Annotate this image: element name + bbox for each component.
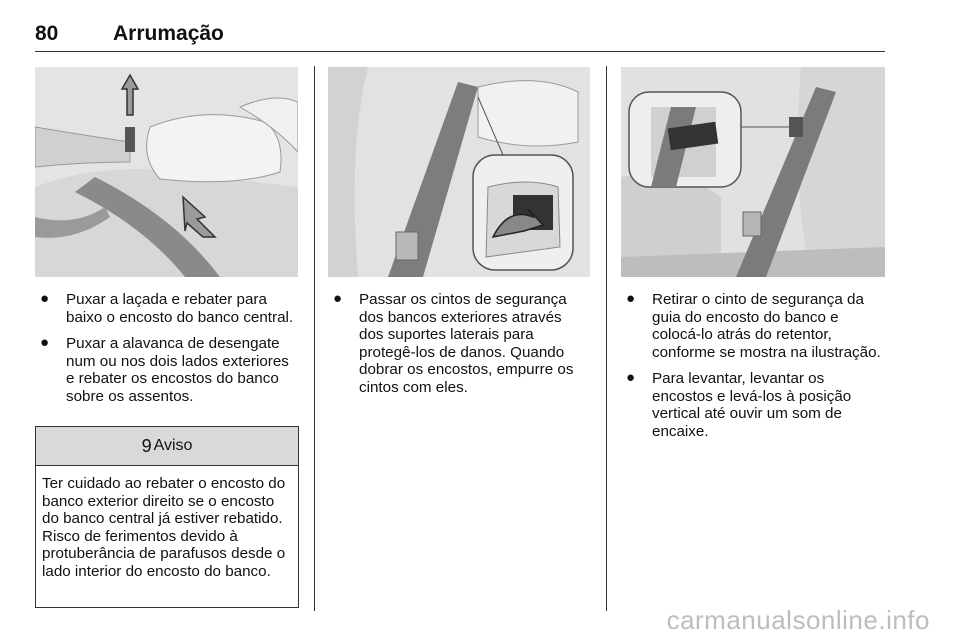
- bullet-icon: ●: [626, 369, 636, 386]
- section-title: Arrumação: [113, 22, 224, 45]
- bullet-icon: ●: [40, 334, 50, 351]
- page-number: 80: [35, 22, 59, 45]
- list-item: ● Puxar a laçada e rebater para baixo o encosto do banco central.: [40, 290, 294, 326]
- warning-text: Ter cuidado ao rebater o encosto do banco exterior direito se o encosto do banco central já estiver rebatido. Risco de ferimentos devido à protuberância de parafusos desde o lado interior do encosto do banco.: [42, 475, 286, 580]
- bullet-icon: ●: [333, 290, 343, 307]
- column3-text: [621, 291, 885, 449]
- list-item: ● Retirar o cinto de segurança da guia do encosto do banco e colocá-lo atrás do retentor, conforme se mostra na ilustração.: [626, 290, 881, 361]
- illustration-belt-guide: [328, 67, 590, 277]
- column2-text: [328, 291, 590, 405]
- page-header: [35, 22, 885, 50]
- watermark: carmanualsonline.info: [666, 605, 930, 635]
- warning-header: [36, 427, 298, 466]
- illustration-belt-retainer: [621, 67, 885, 277]
- warning-box: [35, 426, 299, 608]
- header-rule: [35, 51, 885, 52]
- warning-icon: 9: [141, 435, 152, 456]
- column1-text: [35, 291, 301, 414]
- list-item: ● Para levantar, levantar os encostos e levá-los à posição vertical até ouvir um som de encaixe.: [626, 369, 852, 440]
- illustration-seat-loop: [35, 67, 298, 277]
- column-divider: [606, 66, 607, 611]
- list-item: ● Passar os cintos de segurança dos bancos exteriores através dos suportes laterais para protegê-los de danos. Quando dobrar os encostos, empurre os cintos com eles.: [333, 290, 574, 396]
- list-item: ● Puxar a alavanca de desengate num ou nos dois lados exteriores e rebater os encostos do banco sobre os assentos.: [40, 334, 289, 405]
- bullet-icon: ●: [626, 290, 636, 307]
- bullet-icon: ●: [40, 290, 50, 307]
- column-divider: [314, 66, 315, 611]
- warning-title: Aviso: [153, 437, 193, 454]
